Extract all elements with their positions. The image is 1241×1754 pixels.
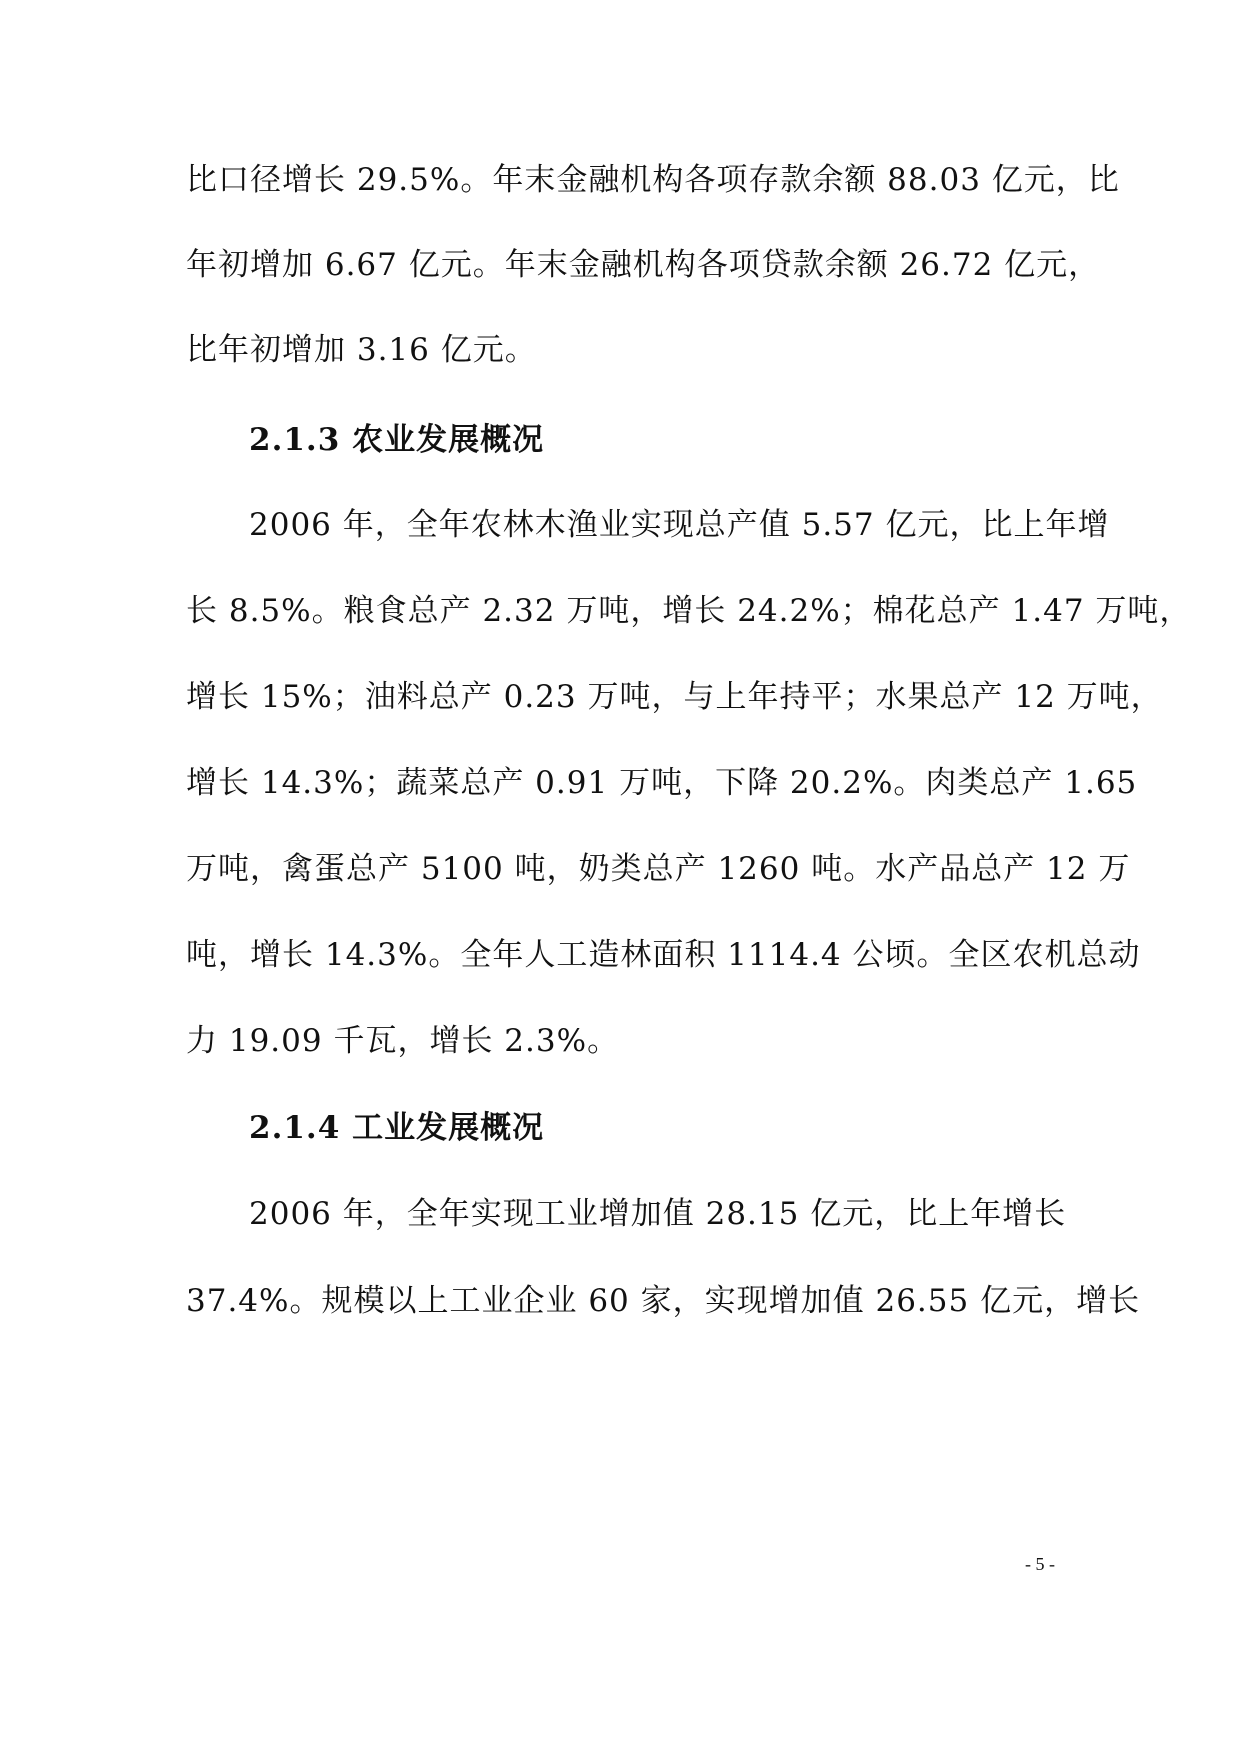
paragraph-line: 比年初增加 3.16 亿元。	[186, 332, 537, 368]
paragraph-line: 增长 14.3%；蔬菜总产 0.91 万吨，下降 20.2%。肉类总产 1.65	[186, 765, 1138, 801]
paragraph-line: 吨，增长 14.3%。全年人工造林面积 1114.4 公顷。全区农机总动	[186, 937, 1141, 973]
paragraph-line: 2006 年，全年农林木渔业实现总产值 5.57 亿元，比上年增	[249, 507, 1110, 543]
page-number: - 5 -	[1025, 1554, 1055, 1574]
paragraph-line: 37.4%。规模以上工业企业 60 家，实现增加值 26.55 亿元，增长	[186, 1283, 1141, 1319]
paragraph-line: 年初增加 6.67 亿元。年末金融机构各项贷款余额 26.72 亿元，	[186, 247, 1101, 283]
paragraph-line: 2006 年，全年实现工业增加值 28.15 亿元，比上年增长	[249, 1196, 1067, 1232]
paragraph-line: 力 19.09 千瓦，增长 2.3%。	[186, 1023, 620, 1059]
section-heading-agriculture: 2.1.3 农业发展概况	[249, 422, 545, 458]
paragraph-line: 增长 15%；油料总产 0.23 万吨，与上年持平；水果总产 12 万吨，	[186, 679, 1163, 715]
section-heading-industry: 2.1.4 工业发展概况	[249, 1110, 545, 1146]
paragraph-line: 长 8.5%。粮食总产 2.32 万吨，增长 24.2%；棉花总产 1.47 万吨，	[186, 593, 1192, 629]
paragraph-line: 万吨，禽蛋总产 5100 吨，奶类总产 1260 吨。水产品总产 12 万	[186, 851, 1131, 887]
paragraph-line: 比口径增长 29.5%。年末金融机构各项存款余额 88.03 亿元，比	[186, 162, 1120, 198]
